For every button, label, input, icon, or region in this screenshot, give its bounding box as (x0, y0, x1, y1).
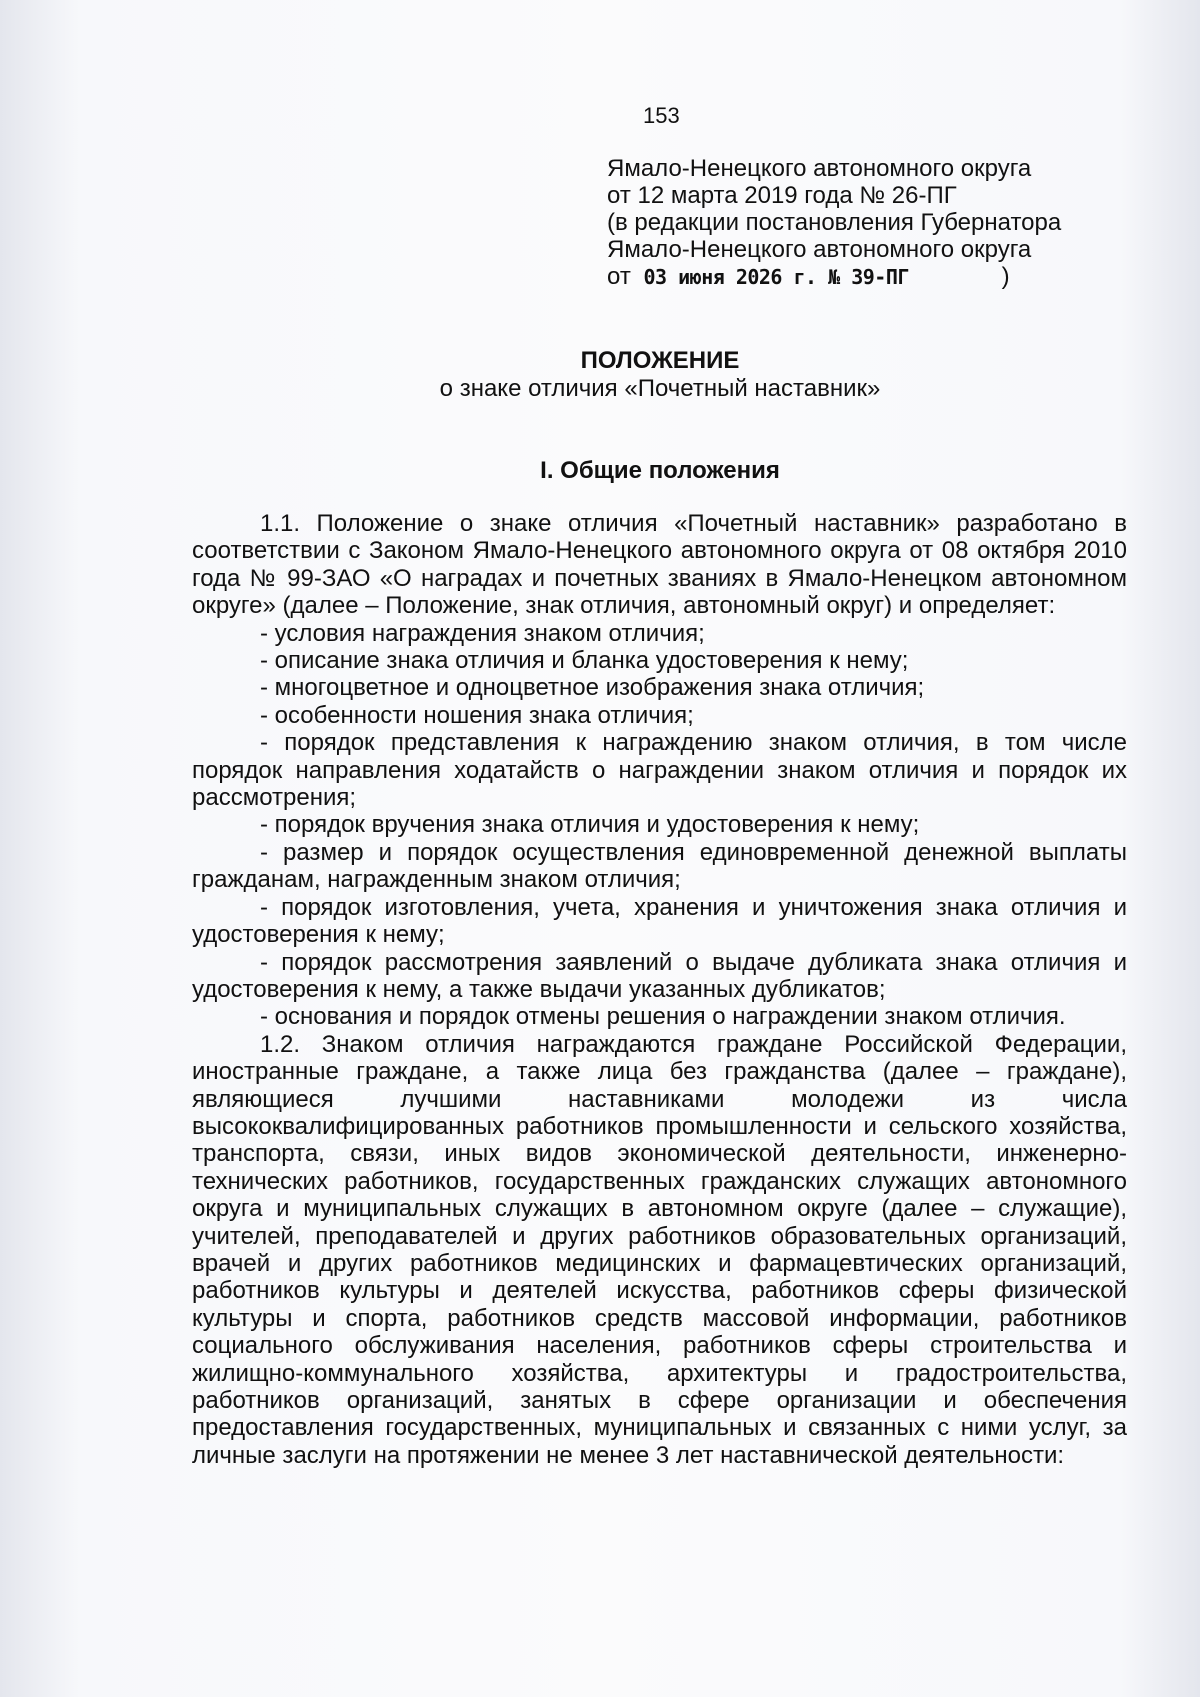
date-close-paren: ) (1001, 263, 1010, 290)
date-prefix: от (607, 263, 631, 290)
section-heading: I. Общие положения (540, 457, 780, 484)
list-item: - описание знака отличия и бланка удостоверения к нему; (260, 647, 909, 675)
paragraph-1-1: 1.1. Положение о знаке отличия «Почетный наставник» разработано в соответствии с Законом Ямало-Ненецкого автономного округа от 08 октября 2010 года № 99-ЗАО «О наградах и почетных званиях в Ямало-Ненецком автономном округе» (далее – Положение, знак отличия, автономный округ) и определяет: (192, 510, 1127, 620)
header-line-1: Ямало-Ненецкого автономного округа (607, 155, 1032, 182)
header-line-2: от 12 марта 2019 года № 26-ПГ (607, 182, 957, 209)
page-number: 153 (643, 103, 680, 128)
document-subtitle: о знаке отличия «Почетный наставник» (439, 375, 881, 402)
date-stamp: 03 июня 2026 г. № 39-ПГ (643, 265, 909, 289)
list-item: - порядок вручения знака отличия и удостоверения к нему; (260, 811, 920, 839)
header-date-line (607, 263, 1127, 291)
document-title: ПОЛОЖЕНИЕ (580, 347, 740, 374)
list-item: - порядок рассмотрения заявлений о выдаче дубликата знака отличия и удостоверения к нему, а также выдачи указанных дубликатов; (192, 948, 1127, 1003)
list-item: - порядок изготовления, учета, хранения и уничтожения знака отличия и удостоверения к нему; (192, 893, 1127, 949)
list-item: - условия награждения знаком отличия; (260, 619, 705, 647)
header-line-4: Ямало-Ненецкого автономного округа (607, 236, 1032, 263)
document-body (192, 510, 1127, 1469)
list-item: - многоцветное и одноцветное изображения знака отличия; (260, 674, 925, 702)
list-item: - размер и порядок осуществления единовременной денежной выплаты гражданам, награжденным знаком отличия; (192, 838, 1127, 894)
paragraph-1-2: 1.2. Знаком отличия награждаются граждане Российской Федерации, иностранные граждане, а также лица без гражданства (далее – граждане), являющиеся лучшими наставниками молодежи из числа высококвалифицированных работников промышленности и сельского хозяйства, транспорта, связи, иных видов экономической деятельности, инженерно-технических работников, государственных гражданских служащих автономного округа и муниципальных служащих в автономном округе (далее – служащие), учителей, преподавателей и других работников образовательных организаций, врачей и других работников медицинских и фармацевтических организаций, работников культуры и деятелей искусства, работников сферы физической культуры и спорта, работников средств массовой информации, работников социального обслуживания населения, работников сферы строительства и жилищно-коммунального хозяйства, архитектуры и градостроительства, работников организаций, занятых в сфере организации и обеспечения предоставления государственных, муниципальных и связанных с ними услуг, за личные заслуги на протяжении не менее 3 лет наставнической деятельности: (192, 1030, 1127, 1469)
list-item: - основания и порядок отмены решения о награждении знаком отличия. (260, 1003, 1066, 1031)
list-item: - особенности ношения знака отличия; (260, 701, 694, 729)
decree-reference-header (607, 155, 1127, 291)
header-line-3: (в редакции постановления Губернатора (607, 209, 1062, 236)
list-item: - порядок представления к награждению знаком отличия, в том числе порядок направления ходатайств о награждении знаком отличия и порядок их рассмотрения; (192, 729, 1127, 812)
